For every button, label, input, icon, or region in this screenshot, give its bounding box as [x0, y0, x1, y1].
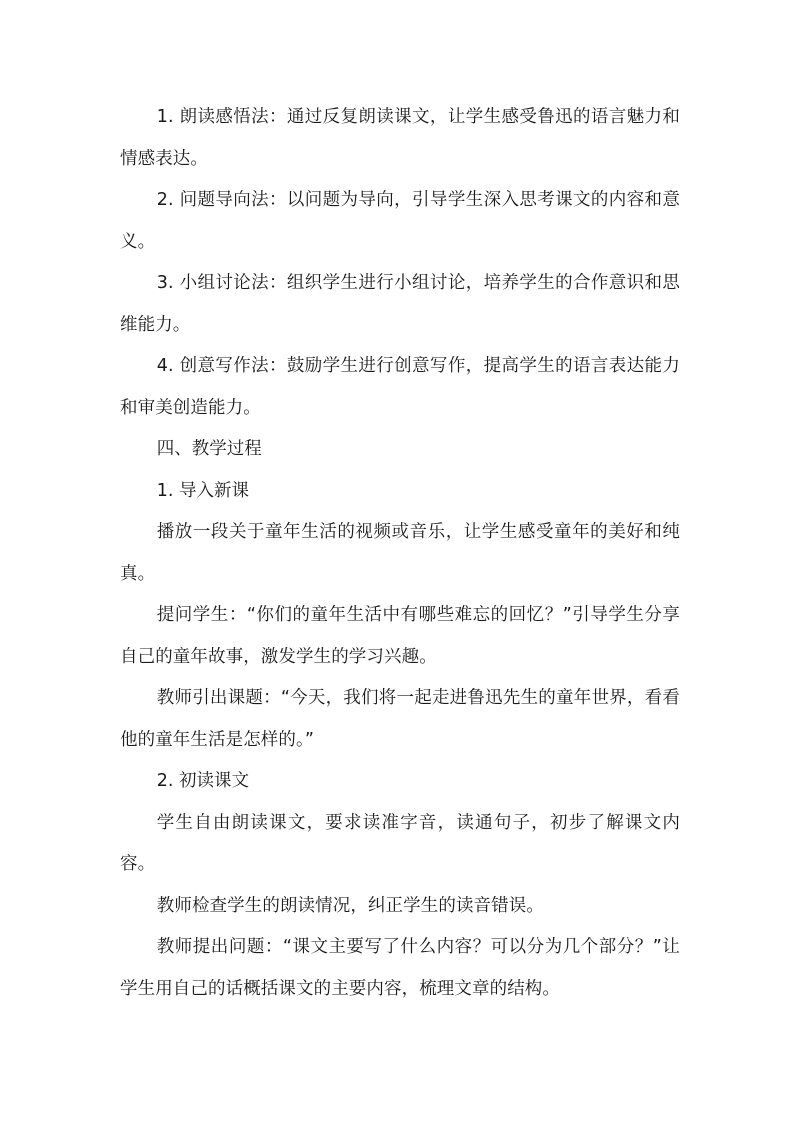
paragraph-method-1: 1. 朗读感悟法：通过反复朗读课文，让学生感受鲁迅的语言魅力和情感表达。	[120, 107, 680, 169]
document-body	[120, 97, 680, 1010]
paragraph-check-reading: 教师检查学生的朗读情况，纠正学生的读音错误。	[156, 895, 544, 916]
paragraph-method-4: 4. 创意写作法：鼓励学生进行创意写作，提高学生的语言表达能力和审美创造能力。	[120, 356, 680, 418]
subheading-introduction: 1. 导入新课	[156, 480, 250, 501]
paragraph-method-2: 2. 问题导向法：以问题为导向，引导学生深入思考课文的内容和意义。	[120, 190, 680, 252]
subheading-first-reading: 2. 初读课文	[156, 771, 250, 791]
paragraph-method-3: 3. 小组讨论法：组织学生进行小组讨论，培养学生的合作意识和思维能力。	[120, 273, 680, 335]
paragraph-intro-topic: 教师引出课题：“今天，我们将一起走进鲁迅先生的童年世界，看看他的童年生活是怎样的。”	[120, 688, 680, 750]
section-heading-teaching-process: 四、教学过程	[156, 439, 262, 459]
paragraph-teacher-question: 教师提出问题：“课文主要写了什么内容？可以分为几个部分？”让学生用自己的话概括课文的主要内容，梳理文章的结构。	[120, 937, 680, 999]
paragraph-intro-question: 提问学生：“你们的童年生活中有哪些难忘的回忆？”引导学生分享自己的童年故事，激发学生的学习兴趣。	[120, 605, 680, 667]
paragraph-free-reading: 学生自由朗读课文，要求读准字音，读通句子，初步了解课文内容。	[120, 812, 680, 874]
paragraph-intro-video: 播放一段关于童年生活的视频或音乐，让学生感受童年的美好和纯真。	[120, 522, 680, 584]
